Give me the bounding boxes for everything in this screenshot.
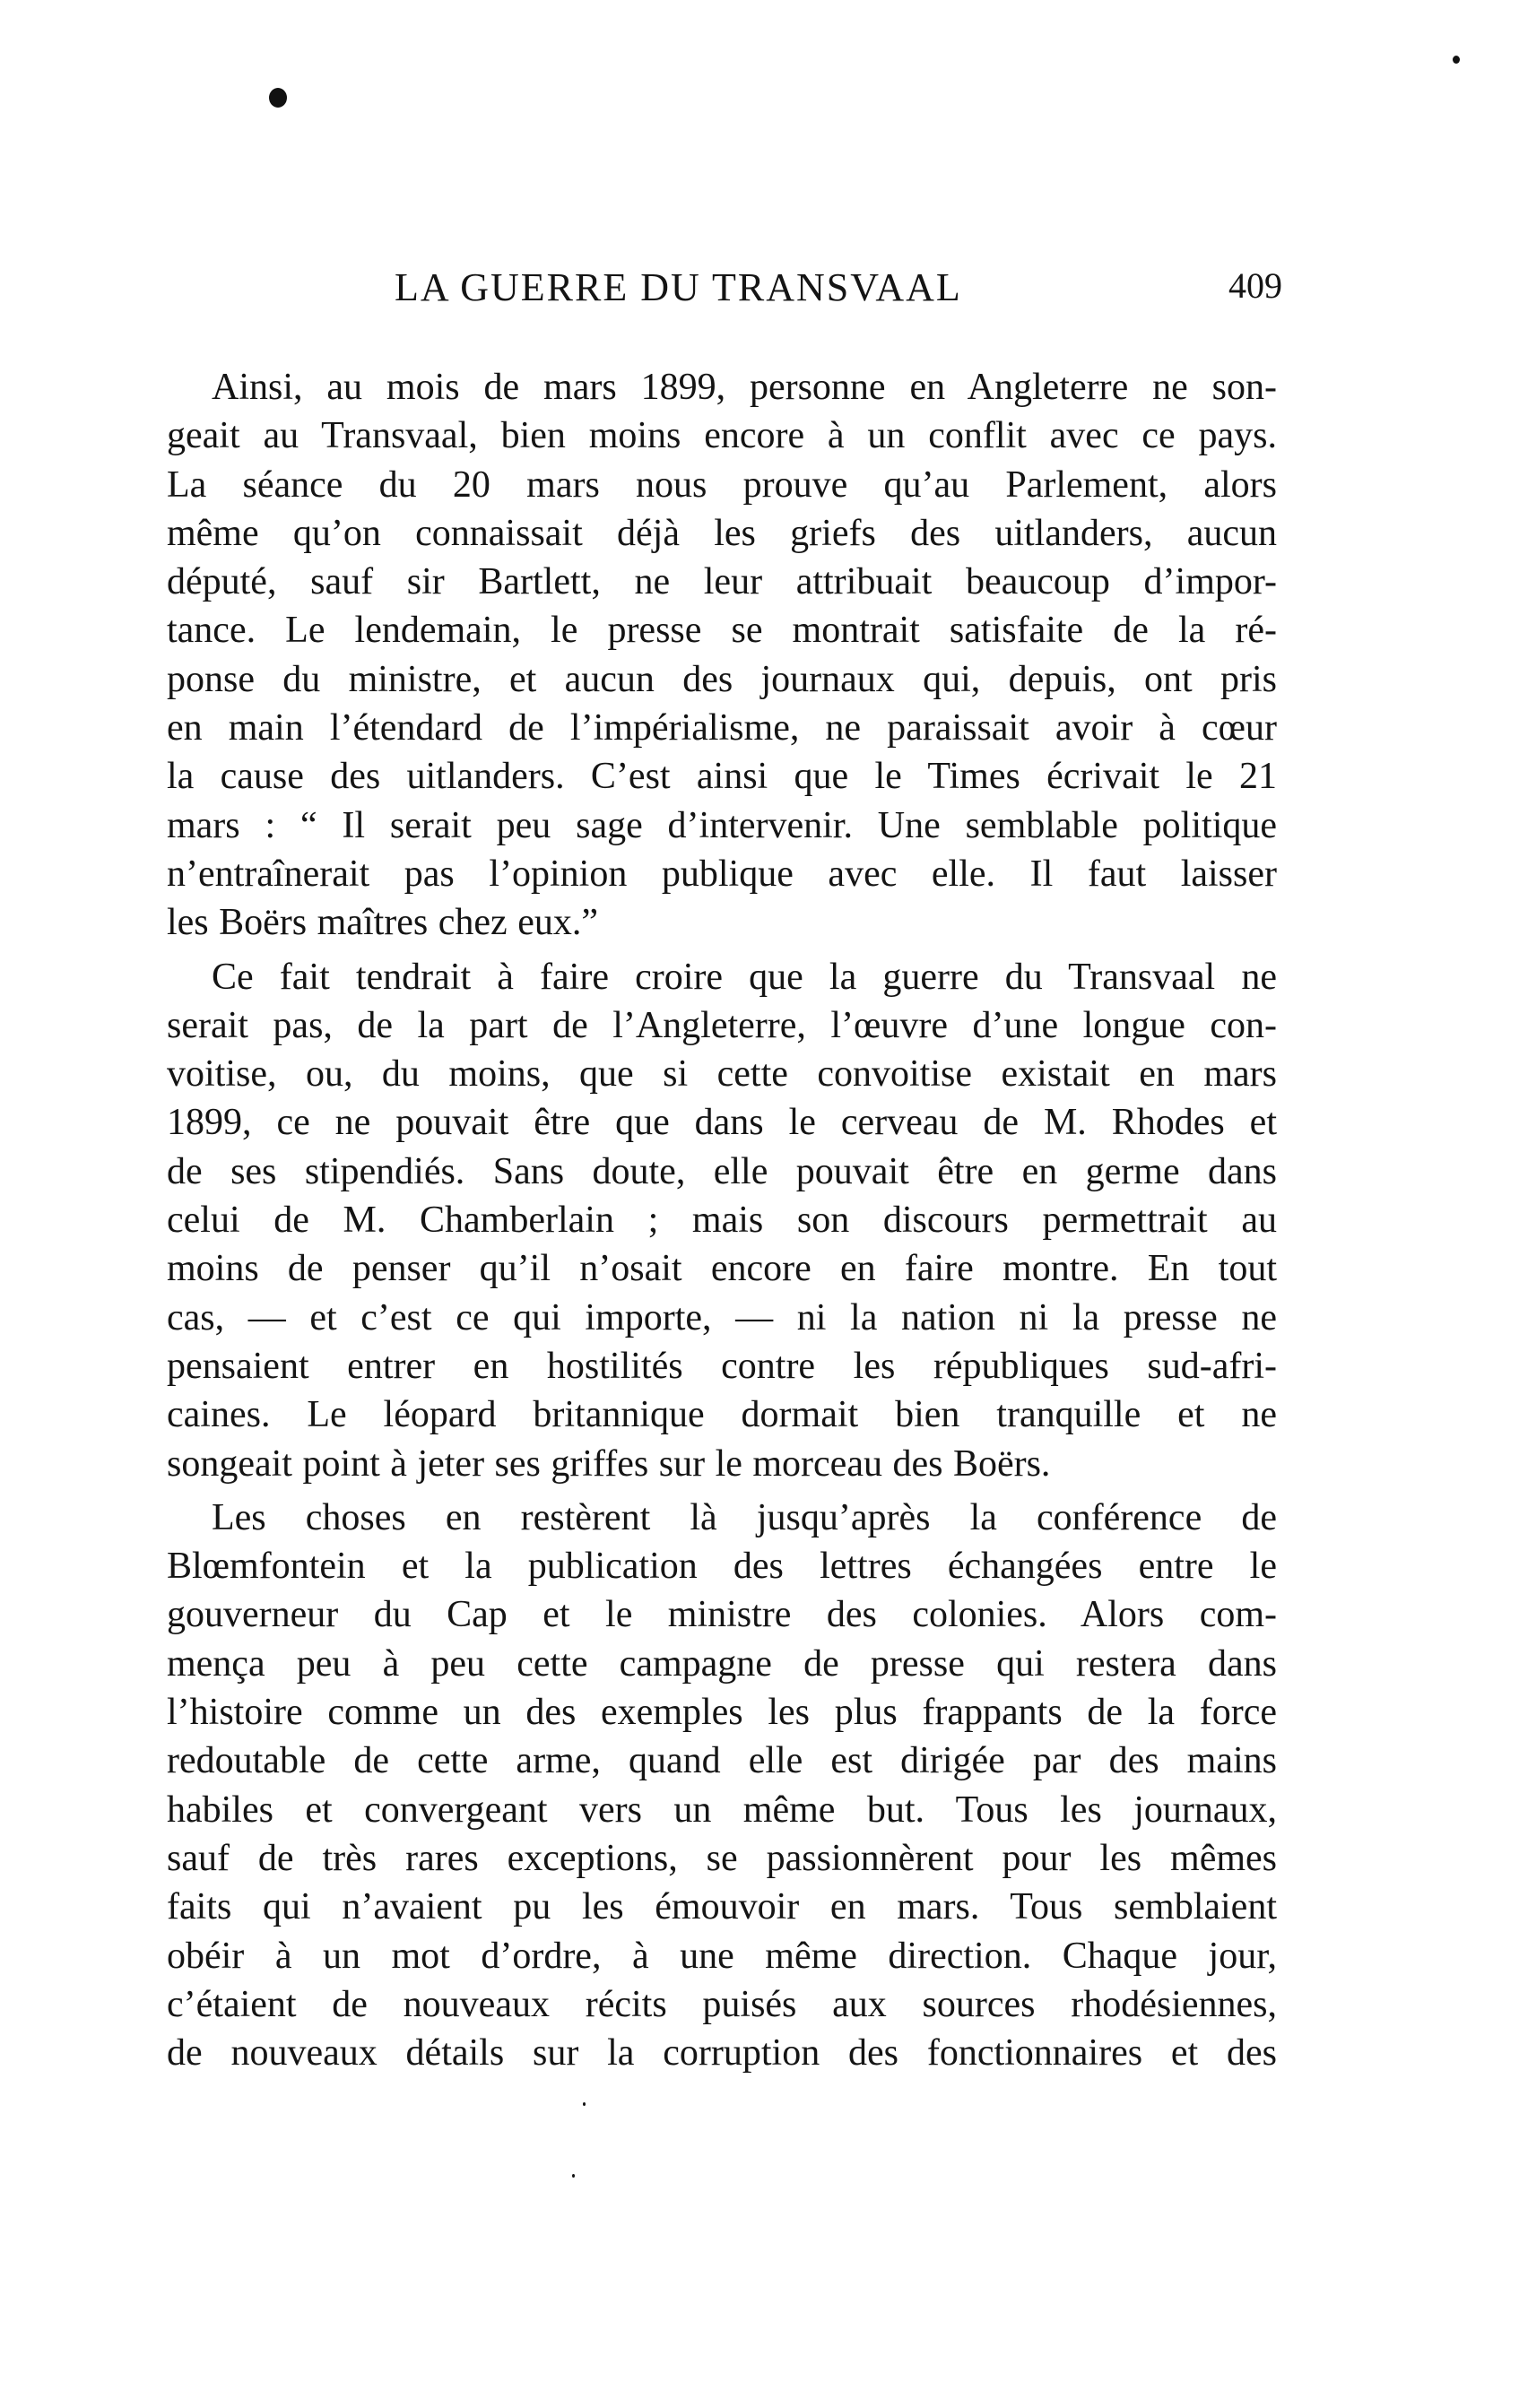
text-line: tance. Le lendemain, le presse se montrait satisfaite de la ré-: [167, 610, 1277, 652]
text-line: Les choses en restèrent là jusqu’après la conférence de: [212, 1496, 1277, 1538]
text-line: caines. Le léopard britannique dormait bien tranquille et ne: [167, 1394, 1277, 1436]
text-line: Ce fait tendrait à faire croire que la guerre du Transvaal ne: [212, 956, 1277, 998]
text-line: La séance du 20 mars nous prouve qu’au Parlement, alors: [167, 463, 1277, 506]
paragraph-3: [167, 1494, 1277, 2078]
page-header: [395, 264, 1282, 318]
text-line: même qu’on connaissait déjà les griefs des uitlanders, aucun: [167, 512, 1277, 554]
text-line: sauf de très rares exceptions, se passionnèrent pour les mêmes: [167, 1837, 1277, 1879]
text-line: mença peu à peu cette campagne de presse qui restera dans: [167, 1642, 1277, 1685]
text-line: moins de penser qu’il n’osait encore en faire montre. En tout: [167, 1248, 1277, 1290]
text-line: voitise, ou, du moins, que si cette convoitise existait en mars: [167, 1053, 1277, 1096]
paragraph-2: [167, 953, 1277, 1488]
text-line: habiles et convergeant vers un même but. Tous les journaux,: [167, 1789, 1277, 1831]
text-line: geait au Transvaal, bien moins encore à un conflit avec ce pays.: [167, 415, 1277, 457]
text-line: n’entraînerait pas l’opinion publique avec elle. Il faut laisser: [167, 853, 1277, 895]
text-line: redoutable de cette arme, quand elle est dirigée par des mains: [167, 1740, 1277, 1782]
text-line: c’étaient de nouveaux récits puisés aux sources rhodésiennes,: [167, 1983, 1277, 2025]
text-line: la cause des uitlanders. C’est ainsi que le Times écrivait le 21: [167, 756, 1277, 798]
text-line: serait pas, de la part de l’Angleterre, l’œuvre d’une longue con-: [167, 1004, 1277, 1046]
ink-speck: [269, 88, 287, 108]
text-line: l’histoire comme un des exemples les plus frappants de la force: [167, 1692, 1277, 1734]
ink-speck: [1453, 56, 1460, 64]
text-line: songeait point à jeter ses griffes sur le morceau des Boërs.: [167, 1442, 1051, 1485]
body-text: [167, 363, 1277, 2083]
text-line: député, sauf sir Bartlett, ne leur attribuait beaucoup d’impor-: [167, 561, 1277, 603]
page-number: 409: [1228, 265, 1282, 306]
paragraph-1: [167, 363, 1277, 948]
text-line: 1899, ce ne pouvait être que dans le cerveau de M. Rhodes et: [167, 1102, 1277, 1144]
text-line: de nouveaux détails sur la corruption des fonctionnaires et des: [167, 2032, 1277, 2075]
text-line: les Boërs maîtres chez eux.”: [167, 902, 598, 944]
text-line: gouverneur du Cap et le ministre des colonies. Alors com-: [167, 1594, 1277, 1636]
text-line: cas, — et c’est ce qui importe, — ni la nation ni la presse ne: [167, 1296, 1277, 1338]
ink-speck: [583, 2102, 586, 2106]
text-line: de ses stipendiés. Sans doute, elle pouvait être en germe dans: [167, 1150, 1277, 1192]
text-line: faits qui n’avaient pu les émouvoir en mars. Tous semblaient: [167, 1886, 1277, 1928]
running-title: LA GUERRE DU TRANSVAAL: [395, 265, 962, 309]
ink-speck: [572, 2174, 575, 2178]
text-line: en main l’étendard de l’impérialisme, ne paraissait avoir à cœur: [167, 707, 1277, 749]
text-line: mars : “ Il serait peu sage d’intervenir. Une semblable politique: [167, 804, 1277, 846]
text-line: ponse du ministre, et aucun des journaux qui, depuis, ont pris: [167, 658, 1277, 700]
text-line: Blœmfontein et la publication des lettres échangées entre le: [167, 1546, 1277, 1588]
text-line: Ainsi, au mois de mars 1899, personne en Angleterre ne son-: [212, 367, 1277, 408]
text-line: pensaient entrer en hostilités contre les républiques sud-afri-: [167, 1345, 1277, 1387]
text-line: celui de M. Chamberlain ; mais son discours permettrait au: [167, 1200, 1277, 1242]
text-line: obéir à un mot d’ordre, à une même direction. Chaque jour,: [167, 1935, 1277, 1977]
